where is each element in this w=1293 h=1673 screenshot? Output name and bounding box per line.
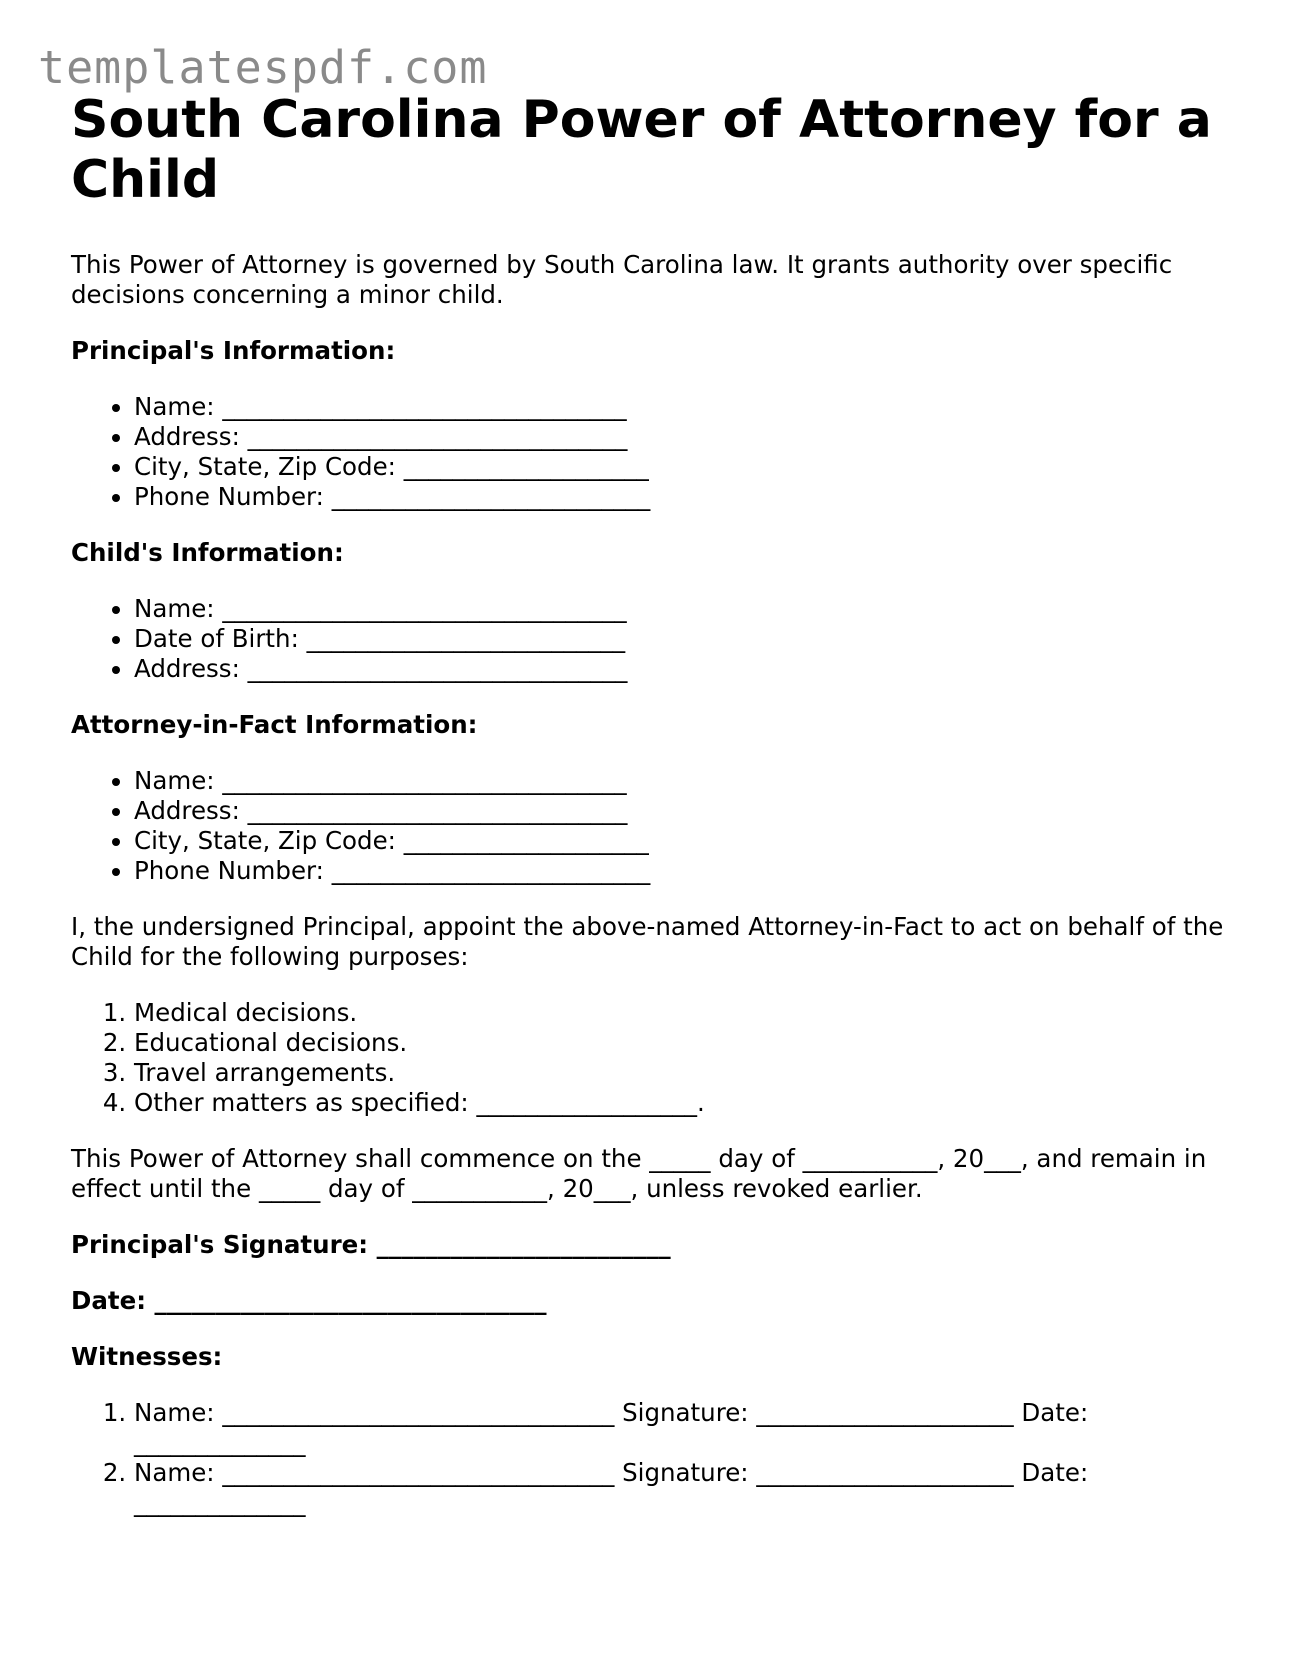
principal-name-field: • Name: _________________________________: [134, 392, 1236, 422]
purpose-educational: 2. Educational decisions.: [134, 1028, 1236, 1058]
purposes-list: [71, 998, 1236, 1118]
principal-info-list: [71, 392, 1236, 512]
attorney-phone-field: • Phone Number: __________________________: [134, 856, 1236, 886]
principal-signature-line: Principal's Signature: ________________________: [71, 1230, 671, 1259]
principal-city-state-zip-field: • City, State, Zip Code: ____________________: [134, 452, 1236, 482]
witnesses-heading: Witnesses:: [71, 1342, 223, 1371]
date-line: Date: ________________________________: [71, 1286, 547, 1315]
intro-paragraph: This Power of Attorney is governed by South Carolina law. It grants authority over specific decisions concerning a minor child.: [71, 250, 1173, 309]
principal-phone-field: • Phone Number: __________________________: [134, 482, 1236, 512]
attorney-city-state-zip-field: • City, State, Zip Code: ____________________: [134, 826, 1236, 856]
purpose-travel: 3. Travel arrangements.: [134, 1058, 1236, 1088]
principal-heading: Principal's Information:: [71, 336, 396, 365]
attorney-name-field: • Name: _________________________________: [134, 766, 1236, 796]
attorney-address-field: • Address: _______________________________: [134, 796, 1236, 826]
attorney-heading: Attorney-in-Fact Information:: [71, 710, 478, 739]
child-info-list: [71, 594, 1236, 684]
child-address-field: • Address: _______________________________: [134, 654, 1236, 684]
witnesses-list: [71, 1398, 1236, 1518]
appointment-paragraph: I, the undersigned Principal, appoint the above-named Attorney-in-Fact to act on behalf of the Child for the following purposes:: [71, 912, 1224, 971]
principal-address-field: • Address: _______________________________: [134, 422, 1236, 452]
child-dob-field: • Date of Birth: __________________________: [134, 624, 1236, 654]
term-paragraph: This Power of Attorney shall commence on the _____ day of ___________, 20___, and remain in effect until the _____ day of ___________, 20___, unless revoked earlier.: [71, 1144, 1207, 1203]
watermark: templatespdf.com: [38, 41, 488, 94]
witness-1-line: 1. Name: ________________________________ Signature: _____________________ Date: ______________: [134, 1398, 1236, 1458]
purpose-other: 4. Other matters as specified: __________________.: [134, 1088, 1236, 1118]
child-name-field: • Name: _________________________________: [134, 594, 1236, 624]
document-title: South Carolina Power of Attorney for a Child: [71, 90, 1212, 210]
document: [71, 90, 1236, 1518]
purpose-medical: 1. Medical decisions.: [134, 998, 1236, 1028]
attorney-info-list: [71, 766, 1236, 886]
child-heading: Child's Information:: [71, 538, 344, 567]
witness-2-line: 2. Name: ________________________________ Signature: _____________________ Date: ______________: [134, 1458, 1236, 1518]
